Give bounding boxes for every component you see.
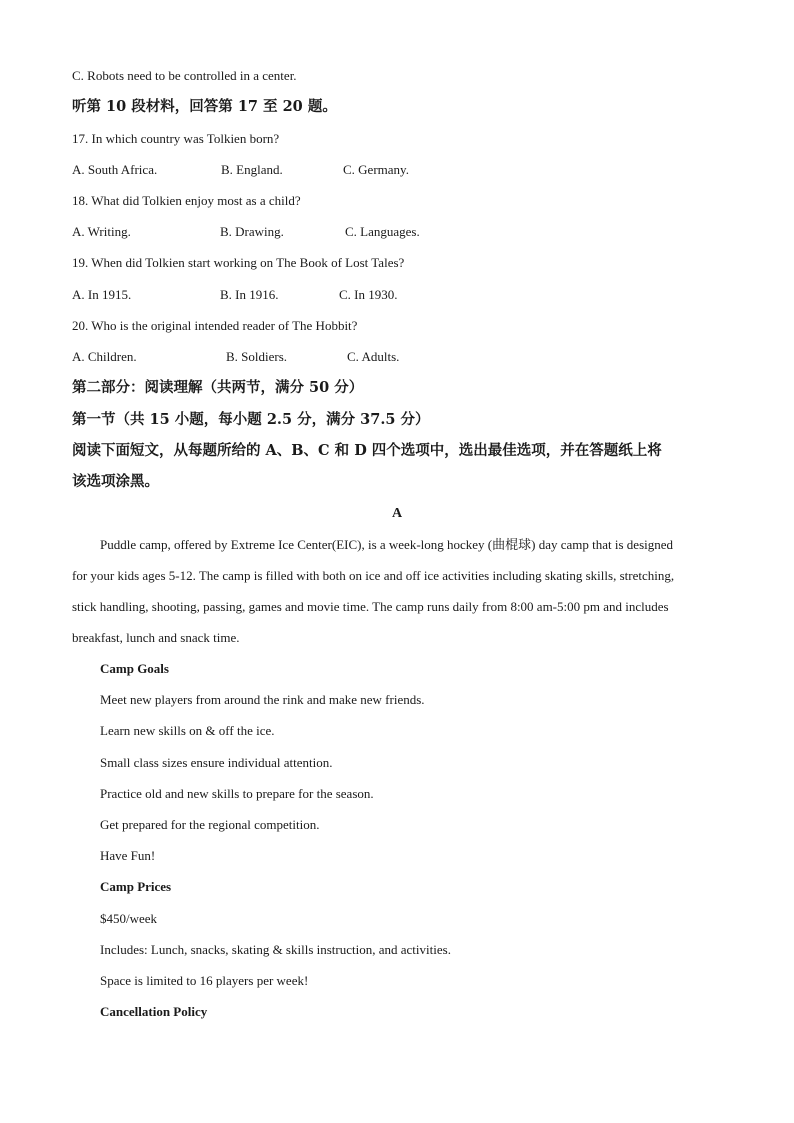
question-18-option-b: B. Drawing. [220,224,284,239]
camp-goal-item: Small class sizes ensure individual attention. [100,755,333,770]
question-19-option-b: B. In 1916. [220,287,279,302]
camp-goal-item: Learn new skills on & off the ice. [100,723,275,738]
question-20-option-c: C. Adults. [347,349,400,364]
question-20-option-a: A. Children. [72,349,137,364]
question-20-option-b: B. Soldiers. [226,349,288,364]
question-18-option-a: A. Writing. [72,224,131,239]
camp-prices-heading: Camp Prices [100,879,172,894]
question-17: 17. In which country was Tolkien born? [72,131,280,146]
camp-price-item: $450/week [100,911,158,926]
passage-label: A [391,506,403,521]
question-19: 19. When did Tolkien start working on The Book of Lost Tales? [72,255,405,270]
camp-price-item: Includes: Lunch, snacks, skating & skills instruction, and activities. [100,942,451,957]
listening-section-heading: 听第 10 段材料，回答第 17 至 20 题。 [72,98,337,115]
question-19-option-c: C. In 1930. [339,287,398,302]
camp-goal-item: Meet new players from around the rink and make new friends. [100,692,425,707]
cancellation-policy-heading: Cancellation Policy [100,1004,208,1019]
passage-line-3: stick handling, shooting, passing, games and movie time. The camp runs daily from 8:00 am-5:00 pm and includes [72,599,669,614]
question-17-option-a: A. South Africa. [72,162,158,177]
question-17-option-c: C. Germany. [343,162,409,177]
section-one-heading: 第一节（共 15 小题，每小题 2.5 分，满分 37.5 分） [72,411,430,428]
part-two-heading: 第二部分：阅读理解（共两节，满分 50 分） [72,379,364,396]
question-20: 20. Who is the original intended reader of The Hobbit? [72,318,358,333]
camp-goals-heading: Camp Goals [100,661,169,676]
passage-line-2: for your kids ages 5-12. The camp is filled with both on ice and off ice activities including skating skills, stretching, [72,568,675,583]
question-18: 18. What did Tolkien enjoy most as a child? [72,193,301,208]
previous-option-c: C. Robots need to be controlled in a center. [72,68,297,83]
passage-line-1: Puddle camp, offered by Extreme Ice Center(EIC), is a week-long hockey (曲棍球) day camp that is designed [100,537,674,552]
instruction-line-2: 该选项涂黑。 [72,473,159,490]
camp-goal-item: Get prepared for the regional competition. [100,817,320,832]
instruction-line-1: 阅读下面短文，从每题所给的 A、B、C 和 D 四个选项中，选出最佳选项，并在答题纸上将 [72,442,662,459]
question-17-option-b: B. England. [221,162,283,177]
question-19-option-a: A. In 1915. [72,287,132,302]
camp-goal-item: Practice old and new skills to prepare for the season. [100,786,374,801]
question-18-option-c: C. Languages. [345,224,420,239]
camp-price-item: Space is limited to 16 players per week! [100,973,309,988]
passage-line-4: breakfast, lunch and snack time. [72,630,240,645]
camp-goal-item: Have Fun! [100,848,156,863]
